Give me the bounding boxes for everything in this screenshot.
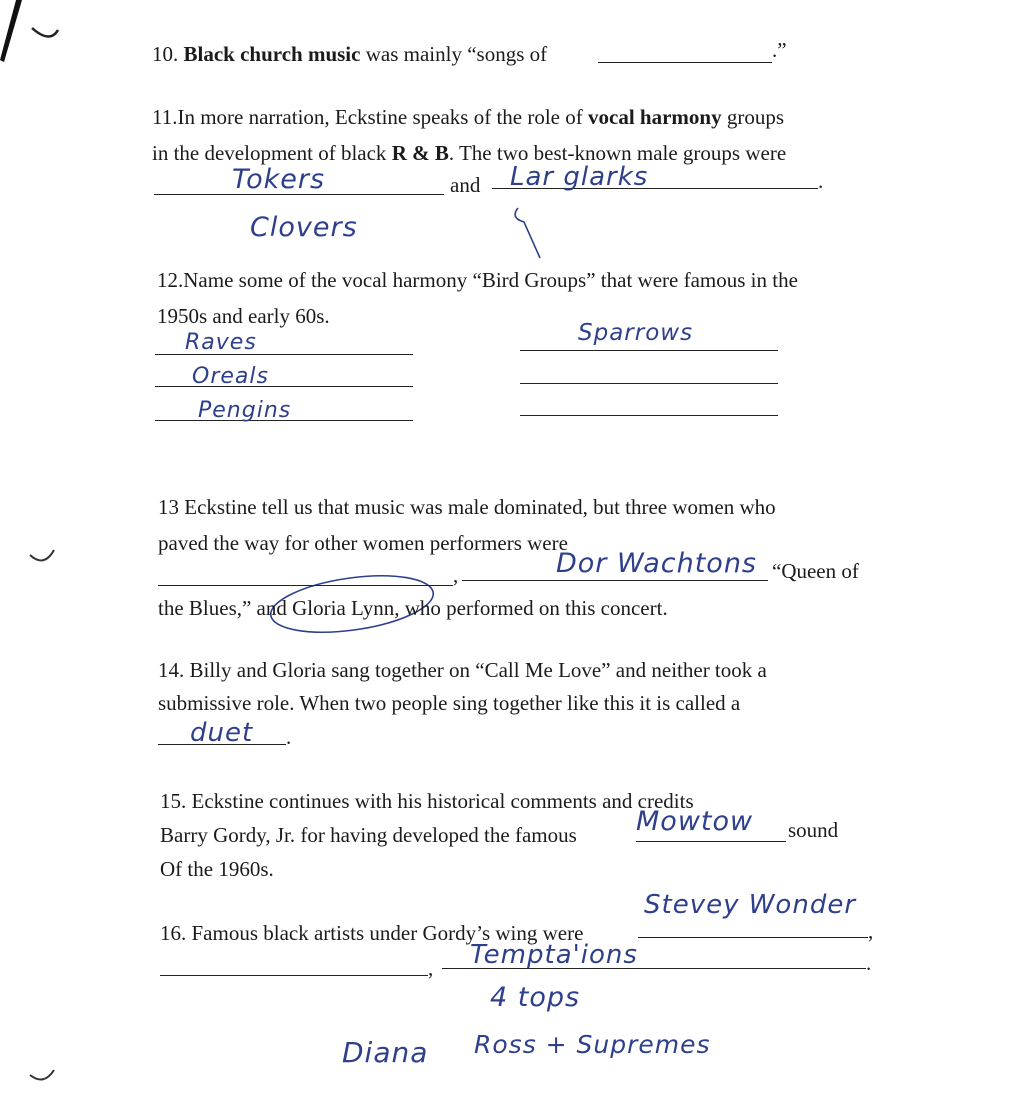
q16-answer-blank-1[interactable] [638, 937, 868, 938]
q12-answer-blank-2[interactable] [520, 350, 778, 351]
q16-end: . [866, 951, 872, 975]
q11-l2-bold: R & B [391, 141, 449, 165]
punch-hole-bottom [30, 1070, 54, 1079]
q12-handwritten-answer-4: Pengins [198, 398, 292, 423]
punch-hole-top [32, 28, 58, 37]
question-13-line-1: 13 Eckstine tell us that music was male dominated, but three women who [158, 495, 776, 519]
question-13-line-4: the Blues,” and Gloria Lynn, who performed on this concert. [158, 596, 668, 620]
q16-comma-1: , [868, 919, 874, 943]
q13-answer-blank-2[interactable] [462, 580, 768, 581]
q16-handwritten-answer-5: Ross + Supremes [474, 1030, 711, 1059]
q15-handwritten-answer-1: Mowtow [636, 806, 754, 837]
question-14-line-1: 14. Billy and Gloria sang together on “Call Me Love” and neither took a [158, 658, 767, 682]
punch-hole-middle [30, 550, 54, 560]
q11-l1-bold: vocal harmony [588, 105, 722, 129]
question-14-line-2: submissive role. When two people sing together like this it is called a [158, 691, 741, 715]
q16-answer-blank-2[interactable] [160, 975, 428, 976]
q11-and: and [450, 173, 481, 197]
q11-l2-text: in the development of black [152, 141, 387, 165]
q13-comma: , [453, 563, 459, 587]
q14-end: . [286, 725, 292, 749]
question-12-line-2: 1950s and early 60s. [157, 304, 330, 328]
q10-answer-blank[interactable] [598, 62, 772, 63]
q15-answer-blank[interactable] [636, 841, 786, 842]
q10-bold-term: Black church music [183, 42, 361, 66]
question-15-line-2: Barry Gordy, Jr. for having developed the famous [160, 823, 577, 847]
question-12-line-1: 12.Name some of the vocal harmony “Bird Groups” that were famous in the [157, 268, 798, 292]
q12-handwritten-answer-2: Sparrows [578, 320, 694, 346]
question-16-line-1: 16. Famous black artists under Gordy’s wing were [160, 921, 584, 945]
q16-handwritten-answer-3: 4 tops [490, 982, 581, 1013]
question-11-line-2 [152, 140, 786, 166]
q13-queen-text: “Queen of [772, 559, 859, 583]
question-11-line-1 [152, 104, 784, 130]
q13-answer-blank-1[interactable] [158, 585, 453, 586]
q16-handwritten-answer-2: Tempta'ions [470, 940, 638, 970]
q11-handwritten-answer-1: Tokers [232, 164, 326, 195]
question-13-line-2: paved the way for other women performers were [158, 531, 568, 555]
q12-handwritten-answer-3: Oreals [192, 364, 269, 389]
q12-answer-blank-6[interactable] [520, 415, 778, 416]
q10-number: 10. [152, 42, 179, 66]
q11-handwritten-answer-2: Lar glarks [510, 162, 649, 192]
q13-handwritten-answer-1: Dor Wachtons [556, 548, 757, 579]
q12-answer-blank-4[interactable] [520, 383, 778, 384]
q11-l2-tail: . The two best-known male groups were [448, 141, 787, 165]
q16-handwritten-answer-4: Diana [342, 1036, 429, 1069]
question-10 [152, 41, 547, 67]
q16-comma-2: , [428, 956, 434, 980]
q11-handwritten-answer-3: Clovers [250, 212, 358, 243]
corner-mark [0, 0, 22, 62]
arrow-annotation [515, 208, 540, 258]
q16-handwritten-answer-1: Stevey Wonder [644, 890, 857, 920]
q10-text: was mainly “songs of [365, 42, 548, 66]
q14-handwritten-answer-1: duet [190, 718, 254, 748]
q11-l1-text: 11.In more narration, Eckstine speaks of the role of [152, 105, 583, 129]
question-15-line-1: 15. Eckstine continues with his historical comments and credits [160, 789, 694, 813]
q11-l1-tail: groups [726, 105, 784, 129]
q12-handwritten-answer-1: Raves [185, 330, 257, 355]
q11-end: . [818, 169, 824, 193]
question-15-line-3: Of the 1960s. [160, 857, 274, 881]
q15-sound-text: sound [788, 818, 839, 842]
q10-tail: .” [772, 38, 787, 62]
